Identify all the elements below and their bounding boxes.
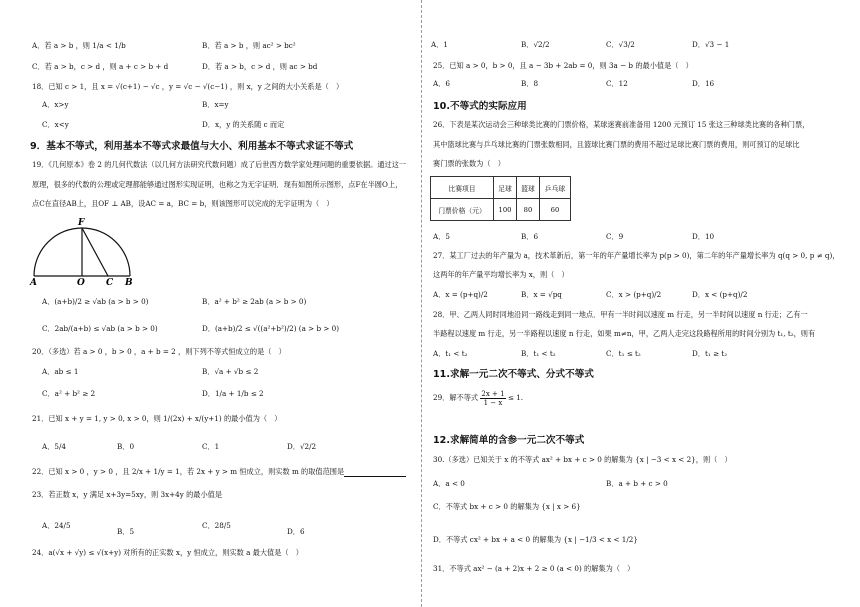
label-B: B: [125, 278, 133, 286]
section-9-heading: 9．基本不等式，利用基本不等式求最值与大小、利用基本不等式求证不等式: [30, 141, 354, 152]
question-25: 25．已知 a > 0，b > 0，且 a − 3b + 2ab = 0，则 3a − b 的最小值是（ ）: [433, 61, 693, 70]
table-row: [431, 199, 571, 221]
column-divider: [421, 0, 422, 607]
q30-option-c: C．不等式 bx + c > 0 的解集为 {x | x > 6}: [433, 502, 581, 511]
q23-option-c: C．28/5: [202, 521, 231, 530]
q17-option-c: C．若 a > b，c > d ，则 a + c > b + d: [32, 62, 169, 71]
q19-option-a: A．(a+b)/2 ≥ √ab (a > b > 0): [42, 297, 149, 306]
fraction-numerator: 2x + 1: [481, 389, 505, 398]
table-cell: 100: [494, 199, 517, 221]
question-28-line-2: 半路程以速度 m 行走，另一半路程以速度 n 行走，如果 m≠n，甲，乙两人走完这段路程所用的时间分别为 t₁, t₂，则有: [433, 329, 816, 338]
question-22-text: 22．已知 x > 0 ，y > 0 ，且 2/x + 1/y = 1，若 2x + y > m 恒成立，则实数 m 的取值范围是: [32, 467, 345, 476]
question-22: [32, 467, 406, 477]
label-F: F: [78, 218, 85, 228]
q24-option-d: D．√3 − 1: [692, 40, 730, 49]
question-26-line-1: 26．下表是某次运动会三种球类比赛的门票价格，某球迷赛前准备用 1200 元预订 15 张这三种球类比赛的各种门票，: [433, 120, 810, 129]
q26-option-b: B．6: [521, 232, 539, 241]
table-cell: 60: [540, 199, 571, 221]
q21-option-a: A．5/4: [42, 442, 66, 451]
q26-option-a: A．5: [433, 232, 450, 241]
section-11-heading: 11.求解一元二次不等式、分式不等式: [433, 369, 594, 380]
q28-option-b: B．t₁ < t₂: [521, 349, 556, 358]
table-cell: 80: [517, 199, 540, 221]
q30-option-b: B．a + b + c > 0: [606, 479, 668, 488]
q25-option-d: D．16: [692, 79, 715, 88]
table-cell: 门票价格（元）: [431, 199, 494, 221]
table-header-cell: 比赛项目: [431, 177, 494, 199]
question-19-line-3: 点C在直径AB上，且OF ⊥ AB，设AC = a，BC = b，则该图形可以完成的无字证明为（ ）: [32, 199, 334, 208]
question-27-line-1: 27．某工厂过去的年产量为 a，技术革新后，第一年的年产量增长率为 p(p > 0)，第二年的年产量增长率为 q(q > 0, p ≠ q)，: [433, 251, 840, 260]
q21-option-d: D．√2/2: [287, 442, 317, 451]
section-12-heading: 12.求解简单的含参一元二次不等式: [433, 435, 585, 446]
q23-option-b: B．5: [117, 527, 135, 536]
q20-option-d: D．1/a + 1/b ≤ 2: [202, 389, 264, 398]
q18-option-a: A．x>y: [42, 100, 69, 109]
q24-option-b: B．√2/2: [521, 40, 550, 49]
q25-option-a: A．6: [433, 79, 450, 88]
q28-option-a: A．t₁ < t₂: [433, 349, 468, 358]
question-28-line-1: 28．甲、乙两人同时同地沿同一路线走到同一地点．甲有一半时间以速度 m 行走，另一半时间以速度 n 行走；乙有一: [433, 310, 808, 319]
q23-option-d: D．6: [287, 527, 305, 536]
q20-option-b: B．√a + √b ≤ 2: [202, 367, 259, 376]
answer-blank: [344, 468, 406, 477]
q24-option-a: A．1: [431, 40, 448, 49]
question-26-line-3: 赛门票的张数为（ ）: [433, 159, 505, 168]
q19-option-c: C．2ab/(a+b) ≤ √ab (a > b > 0): [42, 324, 158, 333]
question-30: 30.（多选）已知关于 x 的不等式 ax² + bx + c > 0 的解集为 {x | −3 < x < 2}，则（ ）: [433, 455, 732, 464]
q21-option-c: C．1: [202, 442, 220, 451]
q26-option-c: C．9: [606, 232, 624, 241]
question-27-line-2: 这两年的年产量平均增长率为 x，则（ ）: [433, 270, 569, 279]
q27-option-a: A．x = (p+q)/2: [433, 290, 488, 299]
table-header-cell: 篮球: [517, 177, 540, 199]
left-column: [0, 0, 415, 607]
question-19-line-2: 原理，很多的代数的公理或定理都能够通过图形实现证明，也称之为无字证明．现有如图所示图形，点F在半圆O上，: [32, 180, 403, 189]
q30-option-d: D．不等式 cx² + bx + a < 0 的解集为 {x | −1/3 < x < 1/2}: [433, 535, 638, 544]
q24-option-c: C．√3/2: [606, 40, 635, 49]
q25-option-b: B．8: [521, 79, 539, 88]
label-C: C: [106, 278, 114, 286]
q30-option-a: A．a < 0: [433, 479, 465, 488]
fraction-denominator: 1 − x: [483, 398, 503, 407]
q18-option-c: C．x<y: [42, 120, 69, 129]
q27-option-b: B．x = √pq: [521, 290, 562, 299]
question-20: 20．（多选）若 a > 0 ，b > 0 ，a + b = 2 ，则下列不等式恒成立的是（ ）: [32, 347, 286, 356]
fraction: [480, 390, 505, 407]
question-23: 23．若正数 x，y 满足 x+3y=5xy，则 3x+4y 的最小值是: [32, 490, 223, 499]
q19-option-b: B．a² + b² ≥ 2ab (a > b > 0): [202, 297, 307, 306]
question-19-line-1: 19．《几何原本》卷 2 的几何代数法（以几何方法研究代数问题）成了后世西方数学家处理问题的重要依据。通过这一: [32, 160, 407, 169]
question-21: 21．已知 x + y = 1, y > 0, x > 0，则 1/(2x) + x/(y+1) 的最小值为（ ）: [32, 414, 282, 423]
question-26-line-2: 其中篮球比赛与乒乓球比赛的门票张数相同，且篮球比赛门票的费用不超过足球比赛门票的费用，则可预订的足球比: [433, 140, 800, 149]
table-header-row: [431, 177, 571, 199]
q17-option-d: D．若 a > b，c > d ，则 ac > bd: [202, 62, 318, 71]
q19-option-d: D．(a+b)/2 ≤ √((a²+b²)/2) (a > b > 0): [202, 324, 340, 333]
q17-option-b: B．若 a > b ，则 ac² > bc²: [202, 41, 296, 50]
question-24: 24．a(√x + √y) ≤ √(x+y) 对所有的正实数 x，y 恒成立，则实数 a 最大值是（ ）: [32, 548, 303, 557]
ticket-price-table: [430, 176, 571, 221]
section-10-heading: 10.不等式的实际应用: [433, 101, 527, 112]
label-A: A: [30, 278, 37, 286]
q25-option-c: C．12: [606, 79, 628, 88]
q18-option-b: B．x=y: [202, 100, 229, 109]
q26-option-d: D．10: [692, 232, 715, 241]
q20-option-a: A．ab ≤ 1: [42, 367, 79, 376]
q20-option-c: C．a² + b² ≥ 2: [42, 389, 96, 398]
q28-option-c: C．t₁ ≤ t₂: [606, 349, 641, 358]
table-header-cell: 乒乓球: [540, 177, 571, 199]
right-column: [430, 0, 860, 607]
q23-option-a: A．24/5: [42, 521, 71, 530]
label-O: O: [77, 278, 85, 286]
semicircle-figure: [28, 214, 140, 286]
q27-option-c: C．x > (p+q)/2: [606, 290, 662, 299]
question-31: 31．不等式 ax² − (a + 2)x + 2 ≥ 0 (a < 0) 的解集为（ ）: [433, 564, 635, 573]
question-29-suffix: ≤ 1.: [507, 393, 524, 402]
q18-option-d: D．x，y 的关系随 c 而定: [202, 120, 285, 129]
table-header-cell: 足球: [494, 177, 517, 199]
q17-option-a: A．若 a > b ，则 1/a < 1/b: [32, 41, 126, 50]
question-29-prefix: 29．解不等式: [433, 393, 479, 402]
question-29: [433, 386, 523, 410]
question-18: 18．已知 c > 1，且 x = √(c+1) − √c ，y = √c − √(c−1) ，则 x，y 之间的大小关系是（ ）: [32, 82, 344, 91]
q28-option-d: D．t₁ ≥ t₂: [692, 349, 728, 358]
q27-option-d: D．x < (p+q)/2: [692, 290, 748, 299]
q21-option-b: B．0: [117, 442, 135, 451]
